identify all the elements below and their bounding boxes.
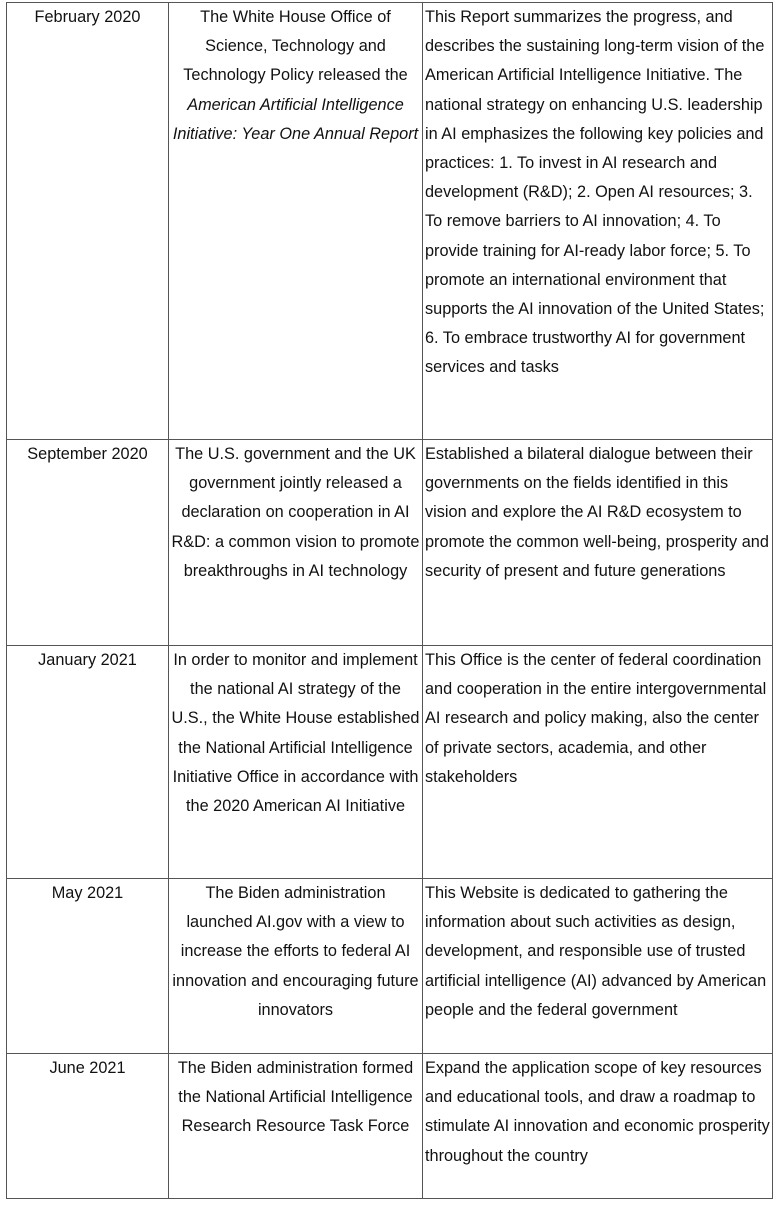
- description-cell: This Report summarizes the progress, and describes the sustaining long-term vision of the American Artificial Intelligence Initiative. The national strategy on enhancing U.S. leadership in AI emphasizes the following key policies and practices: 1. To invest in AI research and development (R&D); 2. Open AI resources; 3. To remove barriers to AI innovation; 4. To provide training for AI-ready labor force; 5. To promote an international environment that supports the AI innovation of the United States; 6. To embrace trustworthy AI for government services and tasks: [423, 3, 773, 440]
- description-cell: This Office is the center of federal coordination and cooperation in the entire intergovernmental AI research and policy making, also the center of private sectors, academia, and other stakeholders: [423, 646, 773, 879]
- table-row: [7, 3, 773, 440]
- description-cell: Established a bilateral dialogue between their governments on the fields identified in this vision and explore the AI R&D ecosystem to promote the common well-being, prosperity and security of present and future generations: [423, 440, 773, 646]
- report-title: American Artificial Intelligence Initiative: Year One Annual Report: [172, 95, 419, 143]
- table-row: [7, 646, 773, 879]
- event-text: The White House Office of Science, Technology and Technology Policy released the: [183, 8, 408, 85]
- table-row: [7, 879, 773, 1054]
- event-cell: [169, 3, 423, 440]
- date-cell: May 2021: [7, 879, 169, 1054]
- date-cell: September 2020: [7, 440, 169, 646]
- date-cell: January 2021: [7, 646, 169, 879]
- description-cell: This Website is dedicated to gathering the information about such activities as design, development, and responsible use of trusted artificial intelligence (AI) advanced by American people and the federal government: [423, 879, 773, 1054]
- event-cell: In order to monitor and implement the national AI strategy of the U.S., the White House established the National Artificial Intelligence Initiative Office in accordance with the 2020 American AI Initiative: [169, 646, 423, 879]
- date-cell: June 2021: [7, 1054, 169, 1199]
- event-cell: The Biden administration launched AI.gov with a view to increase the efforts to federal AI innovation and encouraging future innovators: [169, 879, 423, 1054]
- description-cell: Expand the application scope of key resources and educational tools, and draw a roadmap to stimulate AI innovation and economic prosperity throughout the country: [423, 1054, 773, 1199]
- date-cell: February 2020: [7, 3, 169, 440]
- table-row: [7, 1054, 773, 1199]
- table-row: [7, 440, 773, 646]
- event-cell: The Biden administration formed the National Artificial Intelligence Research Resource Task Force: [169, 1054, 423, 1199]
- event-cell: The U.S. government and the UK government jointly released a declaration on cooperation in AI R&D: a common vision to promote breakthroughs in AI technology: [169, 440, 423, 646]
- timeline-table: [6, 2, 773, 1199]
